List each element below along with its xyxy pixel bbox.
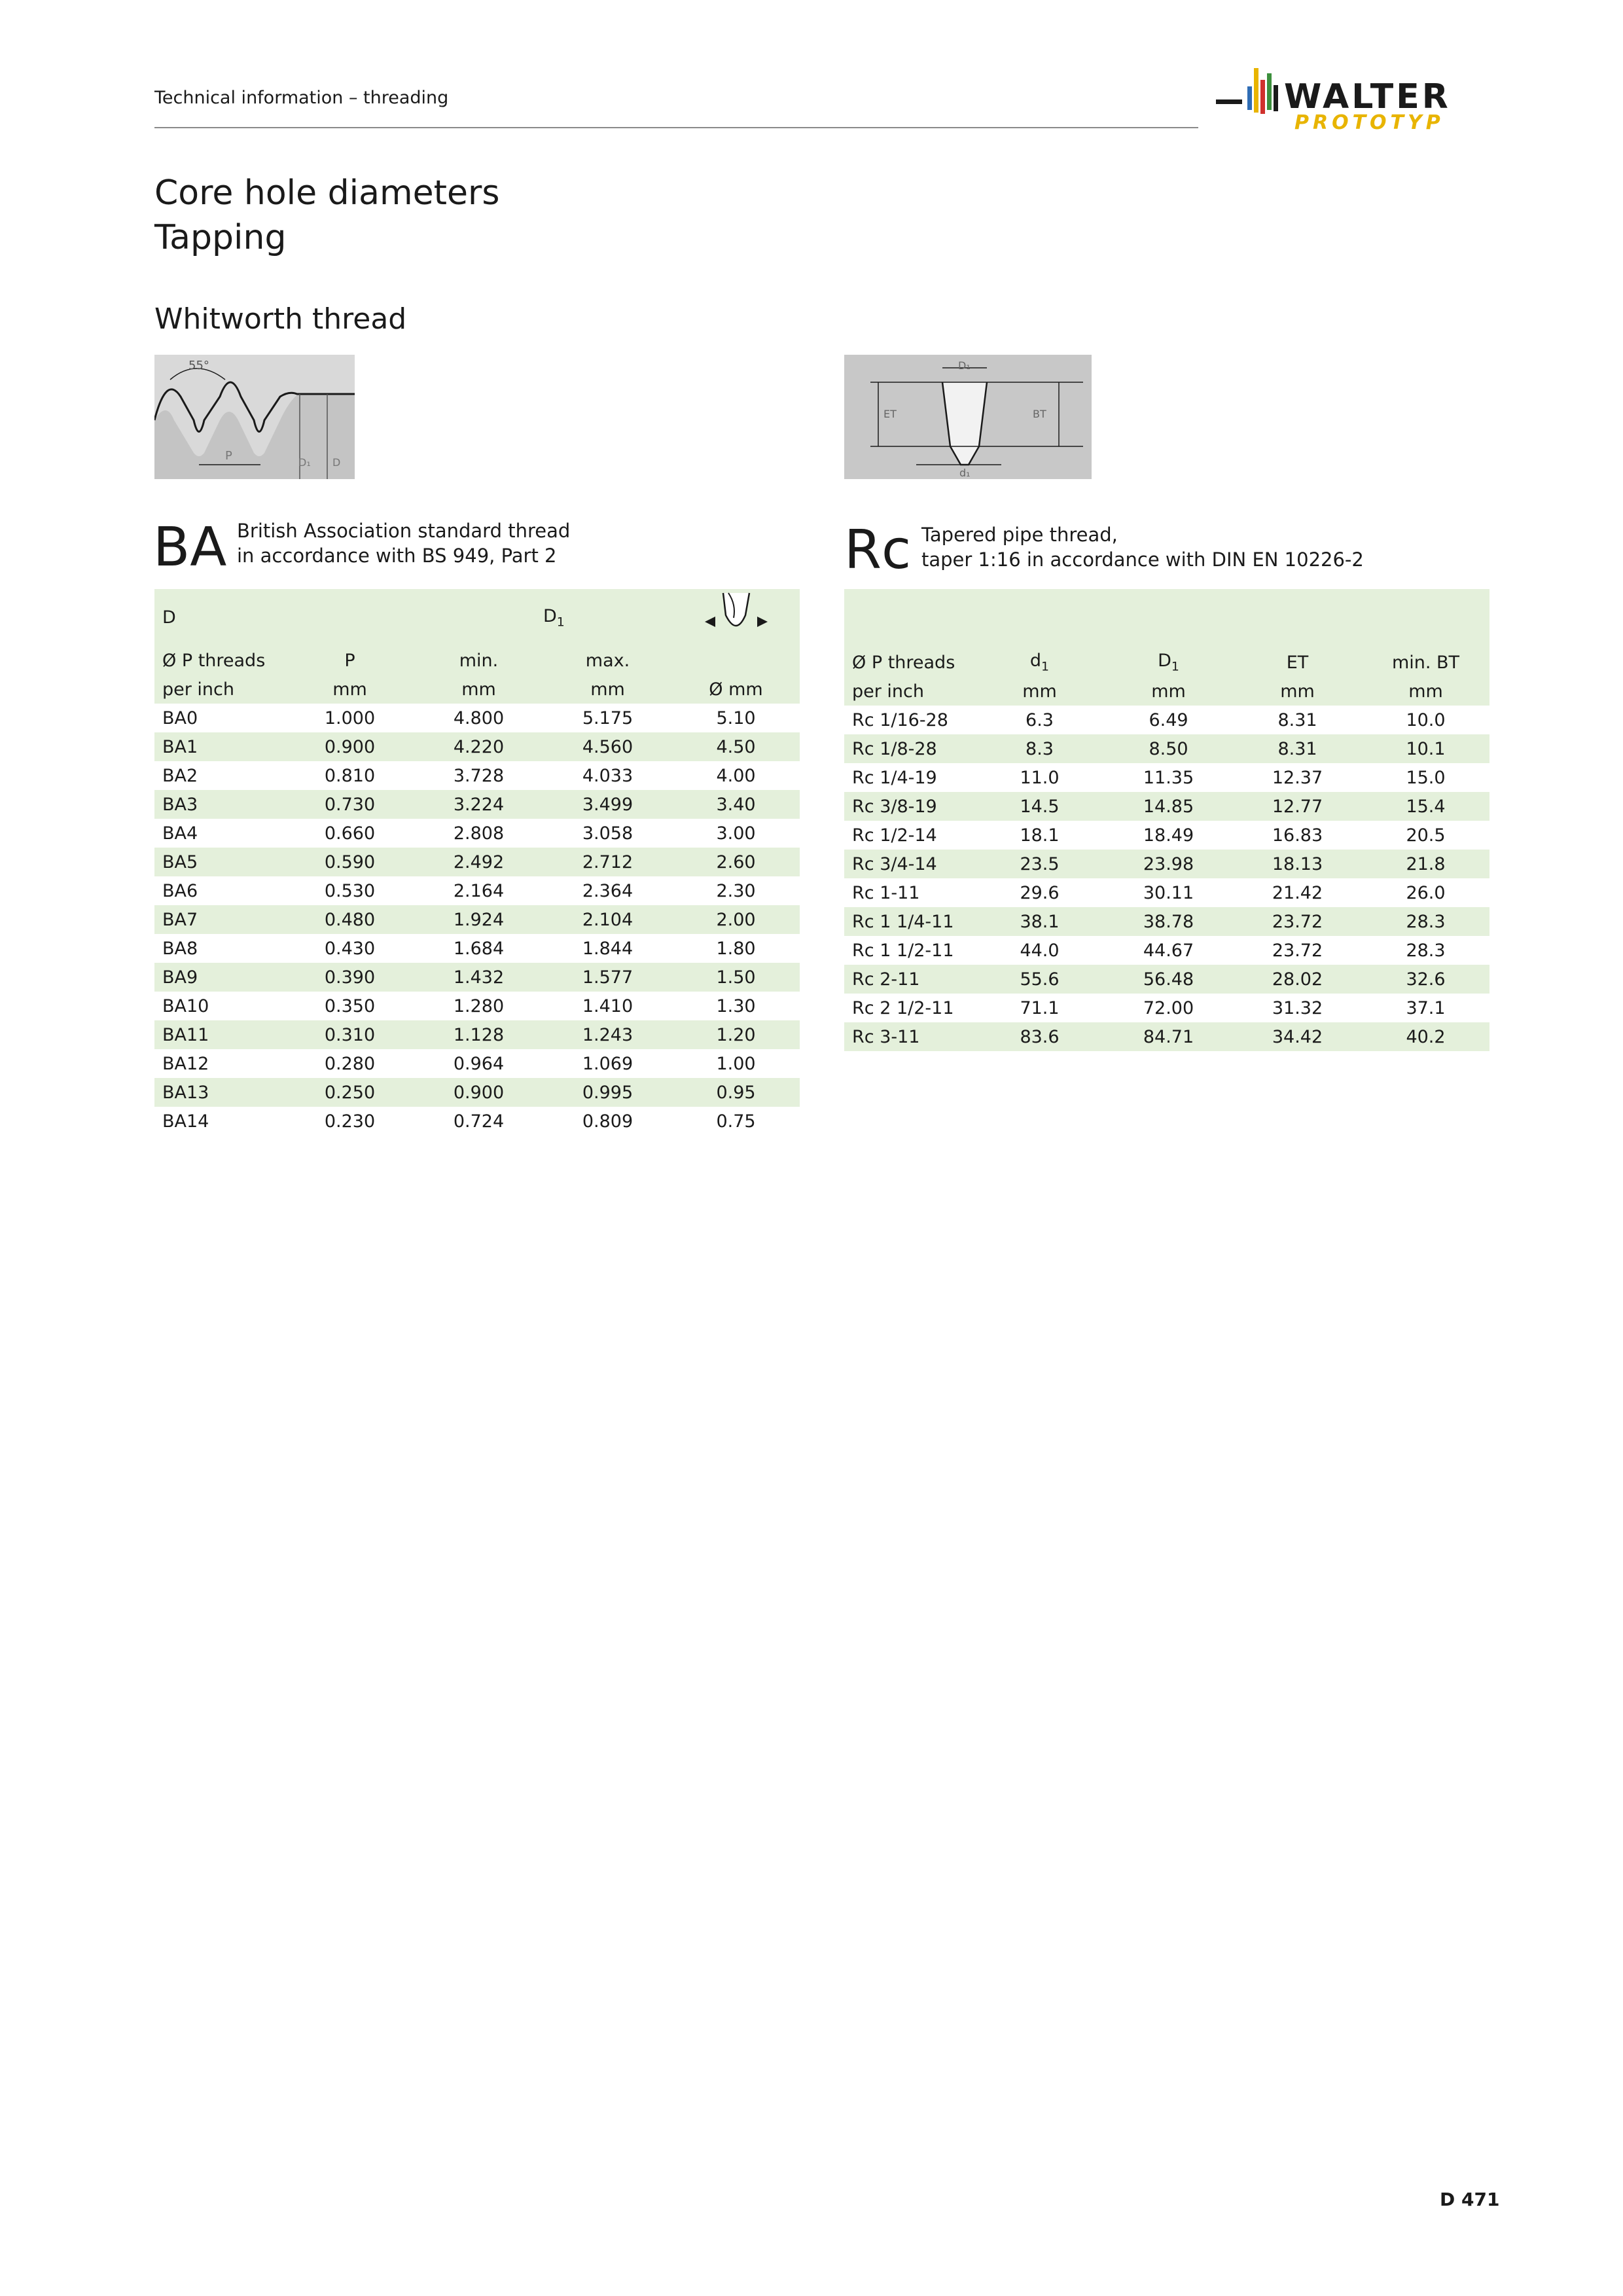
table-cell: 0.590	[285, 848, 414, 876]
table-cell: 1.844	[582, 938, 633, 959]
table-cell: 0.430	[324, 938, 376, 959]
pitch-label: P	[225, 449, 232, 463]
header-rule	[154, 127, 1198, 128]
table-cell: Rc 1/8-28	[844, 734, 975, 763]
table-cell: Rc 1/4-19	[852, 767, 937, 788]
table-cell: Rc 2-11	[844, 965, 975, 994]
table-row	[154, 732, 800, 761]
table-cell: BA1	[154, 732, 285, 761]
table-cell: 6.3	[1026, 709, 1054, 730]
table-cell: 56.48	[1104, 965, 1233, 994]
table-row	[844, 1022, 1489, 1051]
table-cell: 0.230	[324, 1111, 376, 1132]
ba-col2-unit: mm	[285, 675, 414, 704]
table-cell: 38.1	[975, 907, 1104, 936]
table-row	[154, 1049, 800, 1078]
table-cell: 0.964	[453, 1053, 505, 1074]
table-cell: Rc 3/8-19	[844, 792, 975, 821]
table-row	[154, 790, 800, 819]
table-cell: 0.809	[582, 1111, 633, 1132]
table-row	[154, 934, 800, 963]
table-cell: 0.660	[324, 823, 376, 844]
table-cell: Rc 2 1/2-11	[852, 997, 954, 1018]
table-cell: 72.00	[1143, 997, 1194, 1018]
table-row	[844, 792, 1489, 821]
table-cell: 2.60	[672, 848, 800, 876]
rc-desc-line2: taper 1:16 in accordance with DIN EN 10226-2	[921, 548, 1364, 571]
table-row	[844, 965, 1489, 994]
ba-desc-line2: in accordance with BS 949, Part 2	[237, 545, 557, 567]
table-cell: 14.85	[1104, 792, 1233, 821]
ba-col1-unit: per inch	[154, 675, 285, 704]
table-cell: 1.50	[672, 963, 800, 992]
table-cell: 30.11	[1143, 882, 1194, 903]
table-cell: BA14	[162, 1111, 209, 1132]
table-cell: 18.49	[1143, 825, 1194, 846]
rc-desc-line1: Tapered pipe thread,	[921, 524, 1118, 546]
angle-label: 55°	[188, 359, 209, 372]
table-cell: 0.900	[414, 1078, 543, 1107]
table-row	[154, 819, 800, 848]
et-label: ET	[883, 408, 897, 420]
table-cell: 4.50	[672, 732, 800, 761]
table-cell: 14.5	[975, 792, 1104, 821]
table-cell: 0.530	[324, 880, 376, 901]
table-cell: 37.1	[1406, 997, 1446, 1018]
table-cell: 0.480	[285, 905, 414, 934]
table-cell: 3.224	[414, 790, 543, 819]
table-row	[844, 850, 1489, 878]
table-cell: 3.728	[453, 765, 505, 786]
ba-col1-head: Ø P threads	[154, 646, 285, 675]
table-cell: BA3	[154, 790, 285, 819]
table-cell: 0.350	[324, 996, 376, 1016]
table-cell: 1.577	[543, 963, 672, 992]
rc-col2-head: $d_1$	[975, 648, 1104, 677]
table-cell: 28.02	[1233, 965, 1362, 994]
table-row	[154, 704, 800, 732]
table-cell: 11.35	[1143, 767, 1194, 788]
table-cell: 18.1	[1020, 825, 1060, 846]
table-row	[844, 936, 1489, 965]
table-cell: 12.37	[1272, 767, 1323, 788]
table-cell: 15.0	[1406, 767, 1446, 788]
table-cell: 8.31	[1233, 734, 1362, 763]
table-cell: 1.80	[716, 938, 756, 959]
table-cell: 3.499	[543, 790, 672, 819]
table-cell: 1.280	[453, 996, 505, 1016]
table-cell: Rc 1/16-28	[852, 709, 948, 730]
ba-col4-head: max.	[543, 646, 672, 675]
page-title-2: Tapping	[154, 218, 287, 257]
table-cell: 29.6	[1020, 882, 1060, 903]
table-cell: 0.730	[285, 790, 414, 819]
table-cell: 11.0	[1020, 767, 1060, 788]
ba-head-d1: $D_1$	[543, 589, 672, 646]
table-cell: 3.00	[716, 823, 756, 844]
table-cell: BA7	[154, 905, 285, 934]
ba-head-d: D	[154, 589, 285, 646]
table-cell: 8.3	[975, 734, 1104, 763]
table-cell: 8.50	[1104, 734, 1233, 763]
table-cell: BA2	[162, 765, 198, 786]
table-cell: BA4	[162, 823, 198, 844]
table-cell: 0.810	[324, 765, 376, 786]
rc-col5-unit: mm	[1362, 677, 1489, 706]
table-cell: 23.72	[1272, 940, 1323, 961]
table-cell: BA13	[154, 1078, 285, 1107]
table-cell: 0.995	[543, 1078, 672, 1107]
table-cell: 32.6	[1362, 965, 1489, 994]
table-cell: 1.30	[716, 996, 756, 1016]
table-row	[154, 992, 800, 1020]
table-row	[844, 878, 1489, 907]
table-cell: 0.724	[453, 1111, 505, 1132]
table-cell: 0.75	[716, 1111, 756, 1132]
table-cell: 0.280	[324, 1053, 376, 1074]
table-cell: 4.800	[453, 708, 505, 728]
table-cell: 38.78	[1104, 907, 1233, 936]
table-cell: 0.250	[285, 1078, 414, 1107]
ba-code: BA	[153, 516, 227, 579]
table-cell: 2.164	[453, 880, 505, 901]
table-cell: 71.1	[1020, 997, 1060, 1018]
table-cell: 10.0	[1406, 709, 1446, 730]
table-row	[154, 1078, 800, 1107]
table-cell: 2.00	[672, 905, 800, 934]
ba-col4-unit: mm	[543, 675, 672, 704]
rc-col5-head: min. BT	[1362, 648, 1489, 677]
table-cell: 21.8	[1362, 850, 1489, 878]
table-cell: 4.00	[716, 765, 756, 786]
tapered-hole-diagram	[844, 355, 1092, 479]
table-cell: Rc 1-11	[852, 882, 920, 903]
table-cell: 6.49	[1149, 709, 1188, 730]
table-row	[844, 706, 1489, 734]
table-cell: BA5	[154, 848, 285, 876]
table-cell: 3.40	[672, 790, 800, 819]
table-cell: 1.20	[672, 1020, 800, 1049]
table-cell: Rc 3-11	[844, 1022, 975, 1051]
table-row	[844, 734, 1489, 763]
table-cell: 4.220	[414, 732, 543, 761]
rc-table	[844, 589, 1489, 1051]
table-row	[844, 994, 1489, 1022]
table-row	[154, 761, 800, 790]
table-cell: 2.364	[582, 880, 633, 901]
table-cell: 0.900	[285, 732, 414, 761]
table-cell: BA0	[162, 708, 198, 728]
table-row	[154, 848, 800, 876]
table-cell: 1.410	[582, 996, 633, 1016]
table-cell: 15.4	[1362, 792, 1489, 821]
table-cell: 1.000	[324, 708, 376, 728]
table-cell: 18.13	[1233, 850, 1362, 878]
logo-subtitle: PROTOTYP	[1294, 111, 1444, 134]
table-cell: 20.5	[1406, 825, 1446, 846]
table-cell: 3.058	[582, 823, 633, 844]
ba-col3-head: min.	[414, 646, 543, 675]
table-row	[154, 963, 800, 992]
table-cell: 1.432	[414, 963, 543, 992]
logo-wordmark: WALTER	[1284, 77, 1451, 117]
rc-small-d1-label: d₁	[959, 467, 971, 479]
bt-label: BT	[1033, 408, 1046, 420]
table-cell: 2.104	[543, 905, 672, 934]
rc-col4-unit: mm	[1233, 677, 1362, 706]
table-cell: 16.83	[1272, 825, 1323, 846]
section-header: Technical information – threading	[154, 88, 449, 108]
table-cell: 31.32	[1272, 997, 1323, 1018]
table-cell: 55.6	[975, 965, 1104, 994]
table-cell: 83.6	[975, 1022, 1104, 1051]
table-cell: BA10	[162, 996, 209, 1016]
table-cell: 2.492	[414, 848, 543, 876]
rc-d1-label: D₁	[958, 359, 971, 372]
page-number: D 471	[1440, 2189, 1500, 2210]
table-cell: 40.2	[1362, 1022, 1489, 1051]
table-cell: 4.033	[582, 765, 633, 786]
table-row	[844, 821, 1489, 850]
table-cell: BA12	[162, 1053, 209, 1074]
table-cell: 1.924	[414, 905, 543, 934]
table-cell: 10.1	[1362, 734, 1489, 763]
drill-icon	[672, 589, 800, 646]
ba-col5-unit: Ø mm	[672, 675, 800, 704]
table-cell: 0.95	[672, 1078, 800, 1107]
table-cell: 1.684	[453, 938, 505, 959]
table-cell: 44.0	[1020, 940, 1060, 961]
d-label: D	[332, 456, 341, 469]
table-cell: 0.390	[285, 963, 414, 992]
d1-label: D₁	[298, 456, 311, 469]
ba-desc-line1: British Association standard thread	[237, 520, 571, 542]
ba-col3-unit: mm	[414, 675, 543, 704]
ba-description	[237, 518, 570, 568]
table-cell: 12.77	[1233, 792, 1362, 821]
table-cell: Rc 1/2-14	[852, 825, 937, 846]
table-cell: 2.808	[453, 823, 505, 844]
table-row	[154, 1020, 800, 1049]
rc-col3-unit: mm	[1104, 677, 1233, 706]
page-title: Core hole diameters	[154, 173, 500, 213]
table-cell: 5.175	[582, 708, 633, 728]
table-cell: 0.310	[285, 1020, 414, 1049]
table-cell: 21.42	[1272, 882, 1323, 903]
table-cell: 2.712	[543, 848, 672, 876]
table-row	[154, 1107, 800, 1136]
table-cell: Rc 1 1/2-11	[852, 940, 954, 961]
table-cell: Rc 3/4-14	[844, 850, 975, 878]
section-subtitle: Whitworth thread	[154, 302, 407, 336]
table-cell: 28.3	[1406, 940, 1446, 961]
table-row	[844, 907, 1489, 936]
table-cell: BA9	[154, 963, 285, 992]
rc-col3-head: $D_1$	[1104, 648, 1233, 677]
table-cell: 44.67	[1143, 940, 1194, 961]
table-cell: 23.72	[1233, 907, 1362, 936]
table-cell: 1.128	[414, 1020, 543, 1049]
table-row	[844, 763, 1489, 792]
table-cell: 4.560	[543, 732, 672, 761]
rc-col1-unit: per inch	[844, 677, 975, 706]
table-cell: 28.3	[1362, 907, 1489, 936]
table-cell: BA11	[154, 1020, 285, 1049]
table-cell: 1.243	[543, 1020, 672, 1049]
table-cell: 26.0	[1406, 882, 1446, 903]
table-cell: 23.5	[975, 850, 1104, 878]
rc-col2-unit: mm	[975, 677, 1104, 706]
table-cell: 5.10	[716, 708, 756, 728]
table-cell: 23.98	[1104, 850, 1233, 878]
table-cell: 8.31	[1277, 709, 1317, 730]
rc-code: Rc	[844, 519, 912, 581]
table-cell: 34.42	[1233, 1022, 1362, 1051]
rc-col1-head: Ø P threads	[844, 648, 975, 677]
table-cell: 1.069	[582, 1053, 633, 1074]
table-cell: BA6	[162, 880, 198, 901]
table-cell: 84.71	[1104, 1022, 1233, 1051]
rc-col4-head: ET	[1233, 648, 1362, 677]
rc-description	[921, 522, 1364, 572]
ba-table	[154, 589, 800, 1136]
table-cell: 2.30	[716, 880, 756, 901]
table-cell: 1.00	[716, 1053, 756, 1074]
table-cell: Rc 1 1/4-11	[844, 907, 975, 936]
ba-col2-head: P	[285, 646, 414, 675]
table-row	[154, 905, 800, 934]
whitworth-profile-diagram	[154, 355, 355, 479]
table-cell: BA8	[162, 938, 198, 959]
table-row	[154, 876, 800, 905]
